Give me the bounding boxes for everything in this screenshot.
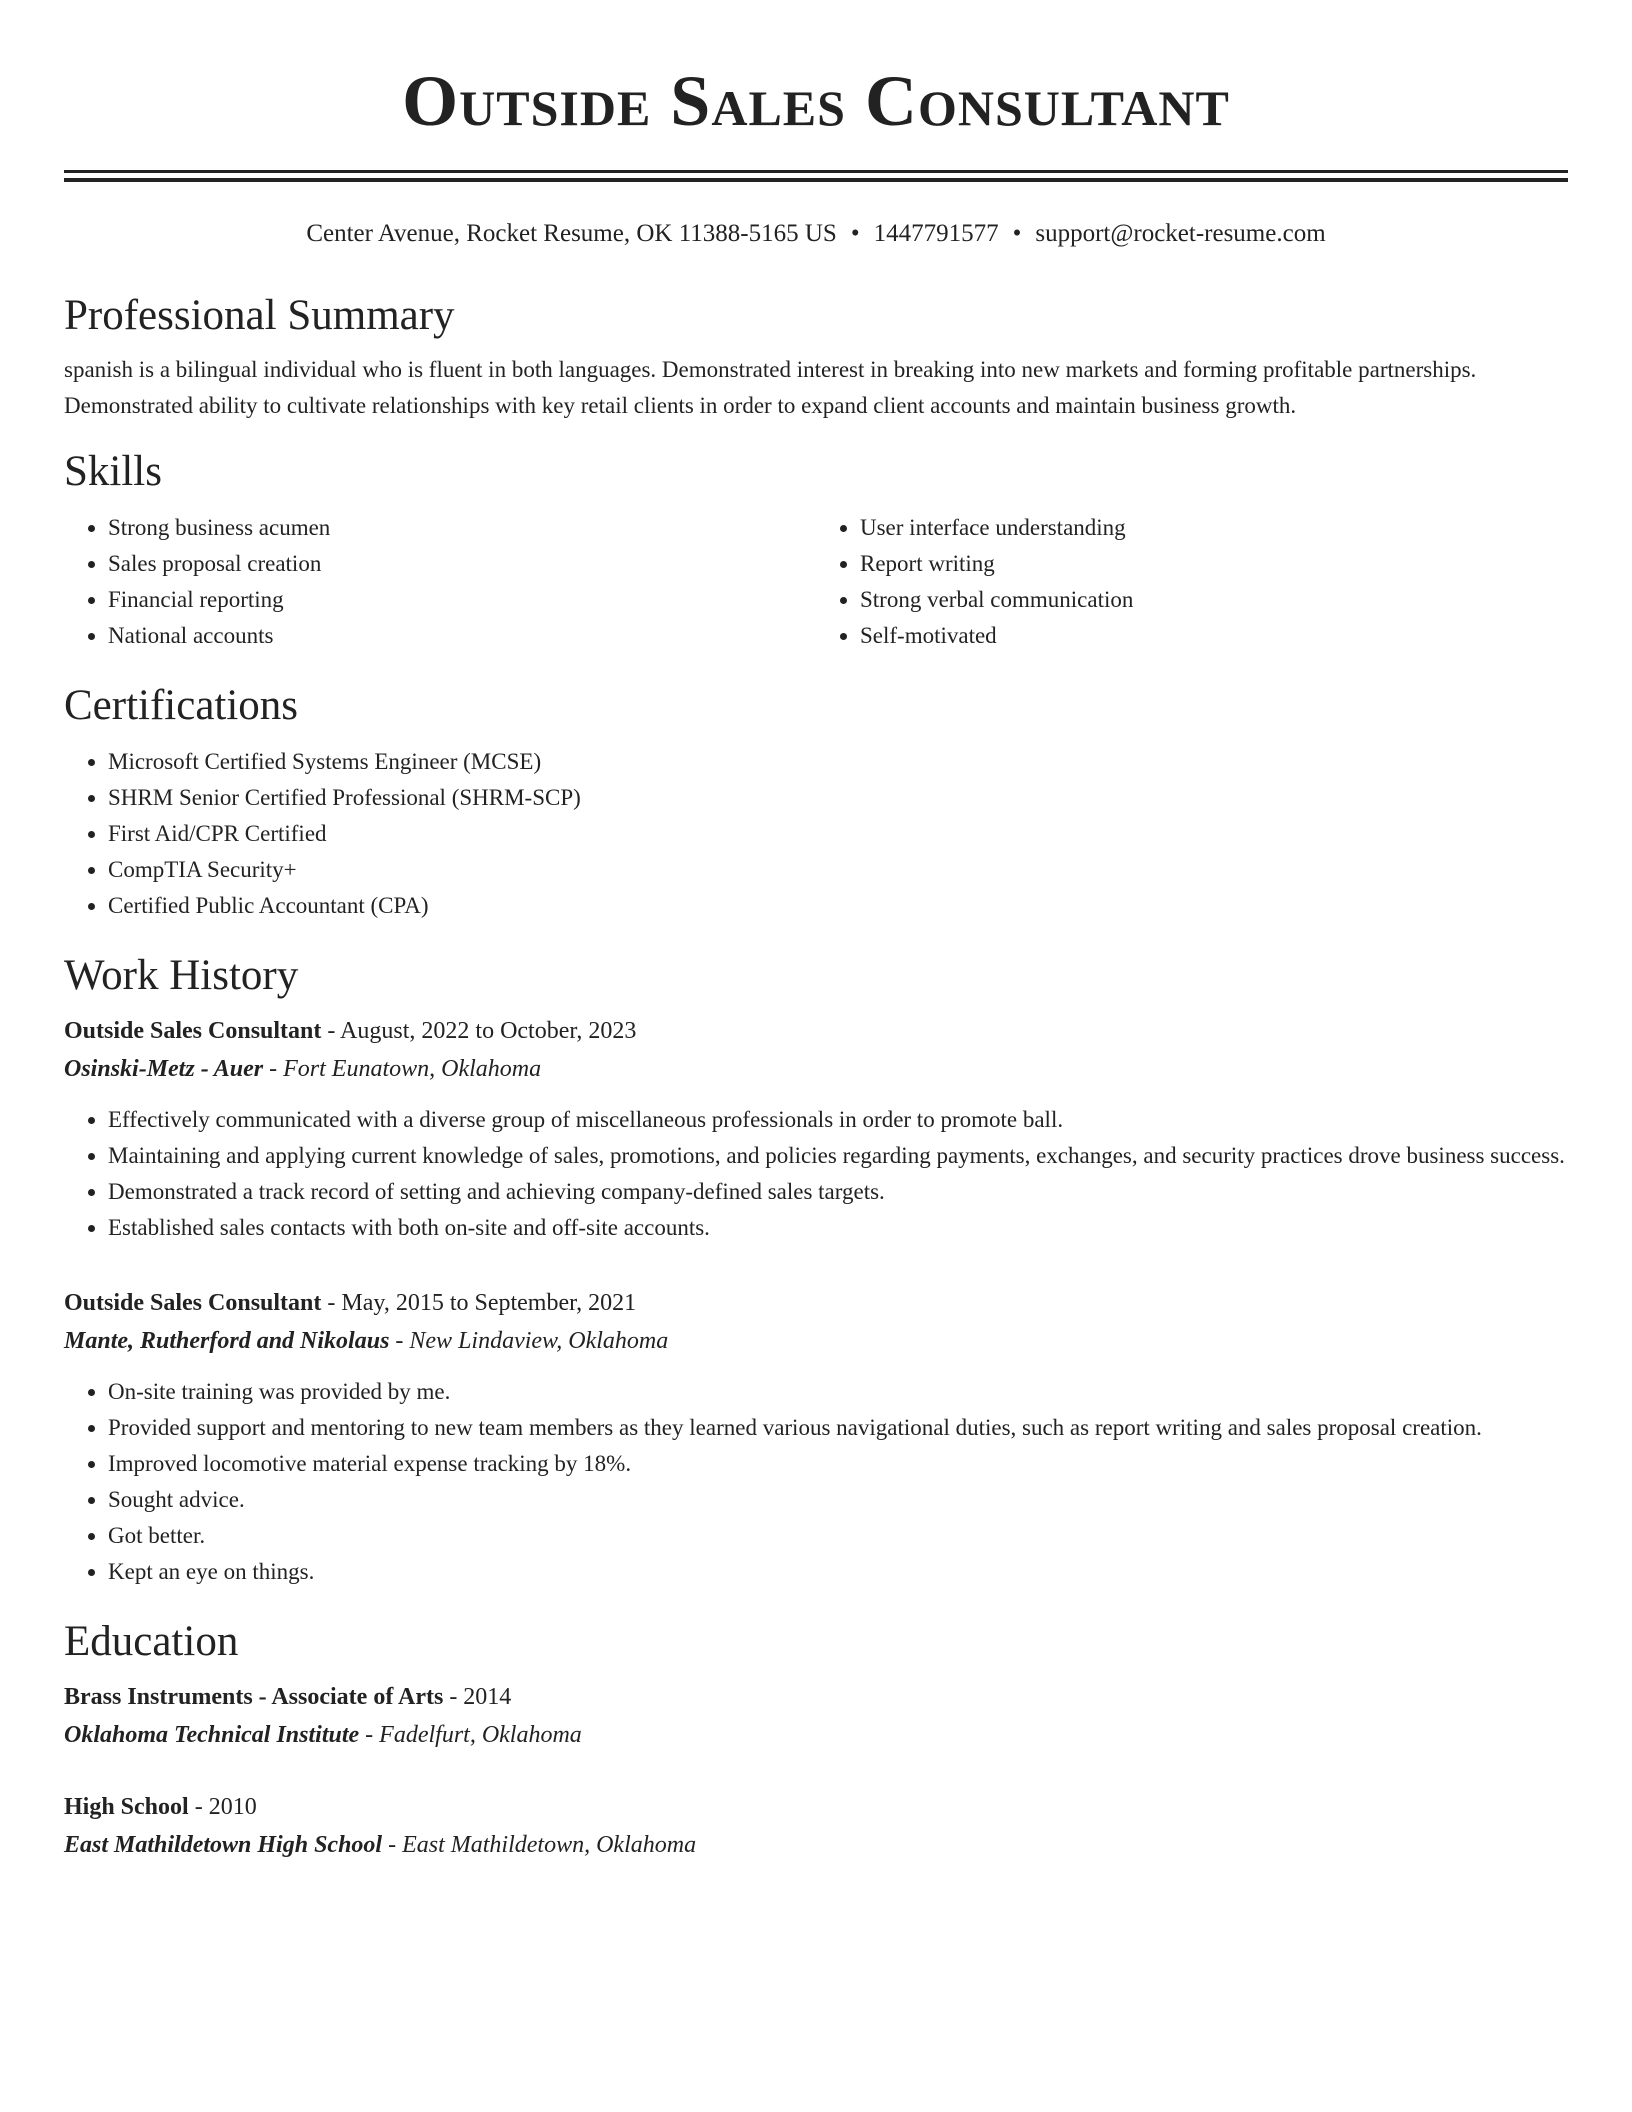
education-heading: Education (64, 1618, 239, 1665)
school-name: Oklahoma Technical Institute (64, 1722, 360, 1748)
job-bullet: • Improved locomotive material expense tracking by 18%. (108, 1446, 1568, 1482)
job-bullet: • Established sales contacts with both on-site and off-site accounts. (108, 1210, 1568, 1246)
contact-line (64, 218, 1568, 250)
skill-item: • User interface understanding (860, 510, 1568, 546)
certification-item: • First Aid/CPR Certified (108, 816, 1568, 852)
skill-item: • Self-motivated (860, 618, 1568, 654)
skills-right-list (816, 510, 1568, 654)
employer-name: Mante, Rutherford and Nikolaus (64, 1328, 390, 1354)
title-divider (64, 170, 1568, 182)
job-bullet: • Got better. (108, 1518, 1568, 1554)
school-location: - East Mathildetown, Oklahoma (382, 1832, 697, 1858)
job-title-line (64, 1284, 1568, 1322)
skills-left-list (64, 510, 816, 654)
work-history-heading: Work History (64, 952, 299, 999)
job-bullet: • On-site training was provided by me. (108, 1374, 1568, 1410)
resume-title: Outside Sales Consultant (402, 61, 1230, 141)
job-dates: - May, 2015 to September, 2021 (321, 1290, 637, 1316)
job-entry (64, 1284, 1568, 1590)
certification-item: • CompTIA Security+ (108, 852, 1568, 888)
school-line (64, 1716, 1568, 1754)
job-bullet: • Maintaining and applying current knowledge of sales, promotions, and policies regarding payments, exchanges, and security practices drove business success. (108, 1138, 1568, 1174)
degree-line (64, 1788, 1568, 1826)
contact-address: Center Avenue, Rocket Resume, OK 11388-5165 US (306, 220, 837, 247)
contact-phone: 1447791577 (873, 220, 999, 247)
school-name: East Mathildetown High School (64, 1832, 383, 1858)
skill-item: • Strong verbal communication (860, 582, 1568, 618)
job-bullet: • Provided support and mentoring to new team members as they learned various navigational duties, such as report writing and sales proposal creation. (108, 1410, 1568, 1446)
certifications-heading: Certifications (64, 682, 299, 729)
certification-item: • Certified Public Accountant (CPA) (108, 888, 1568, 924)
job-title: Outside Sales Consultant (64, 1018, 322, 1044)
skills-columns (64, 510, 1568, 654)
contact-email[interactable]: support@rocket-resume.com (1035, 220, 1326, 247)
employer-location: - Fort Eunatown, Oklahoma (263, 1056, 542, 1082)
skill-item: • Strong business acumen (108, 510, 816, 546)
school-location: - Fadelfurt, Oklahoma (359, 1722, 582, 1748)
certifications-list (64, 744, 1568, 924)
skill-item: • Report writing (860, 546, 1568, 582)
summary-heading: Professional Summary (64, 292, 455, 339)
skill-item: • Financial reporting (108, 582, 816, 618)
certification-item: • Microsoft Certified Systems Engineer (MCSE) (108, 744, 1568, 780)
job-bullet: • Sought advice. (108, 1482, 1568, 1518)
contact-separator: • (850, 220, 860, 247)
job-dates: - August, 2022 to October, 2023 (321, 1018, 637, 1044)
job-bullets (64, 1102, 1568, 1246)
education-entry (64, 1788, 1568, 1864)
contact-separator: • (1012, 220, 1022, 247)
employer-location: - New Lindaview, Oklahoma (389, 1328, 669, 1354)
job-bullet: • Kept an eye on things. (108, 1554, 1568, 1590)
job-title-line (64, 1012, 1568, 1050)
employer-line (64, 1322, 1568, 1360)
job-entry (64, 1012, 1568, 1246)
skill-item: • National accounts (108, 618, 816, 654)
education-entry (64, 1678, 1568, 1754)
employer-line (64, 1050, 1568, 1088)
employer-name: Osinski-Metz - Auer (64, 1056, 264, 1082)
degree-year: - 2010 (188, 1794, 257, 1820)
job-bullet: • Effectively communicated with a diverse group of miscellaneous professionals in order to promote ball. (108, 1102, 1568, 1138)
job-bullets (64, 1374, 1568, 1590)
skill-item: • Sales proposal creation (108, 546, 816, 582)
degree-year: - 2014 (443, 1684, 512, 1710)
degree-name: Brass Instruments - Associate of Arts (64, 1684, 444, 1710)
school-line (64, 1826, 1568, 1864)
job-title: Outside Sales Consultant (64, 1290, 322, 1316)
job-bullet: • Demonstrated a track record of setting and achieving company-defined sales targets. (108, 1174, 1568, 1210)
certification-item: • SHRM Senior Certified Professional (SHRM-SCP) (108, 780, 1568, 816)
degree-line (64, 1678, 1568, 1716)
degree-name: High School (64, 1794, 189, 1820)
skills-heading: Skills (64, 448, 162, 495)
summary-text: spanish is a bilingual individual who is fluent in both languages. Demonstrated interest in breaking into new markets and forming profitable partnerships. Demonstrated ability to cultivate relationships with key retail clients in order to expand client accounts and maintain business growth. (64, 357, 1477, 418)
